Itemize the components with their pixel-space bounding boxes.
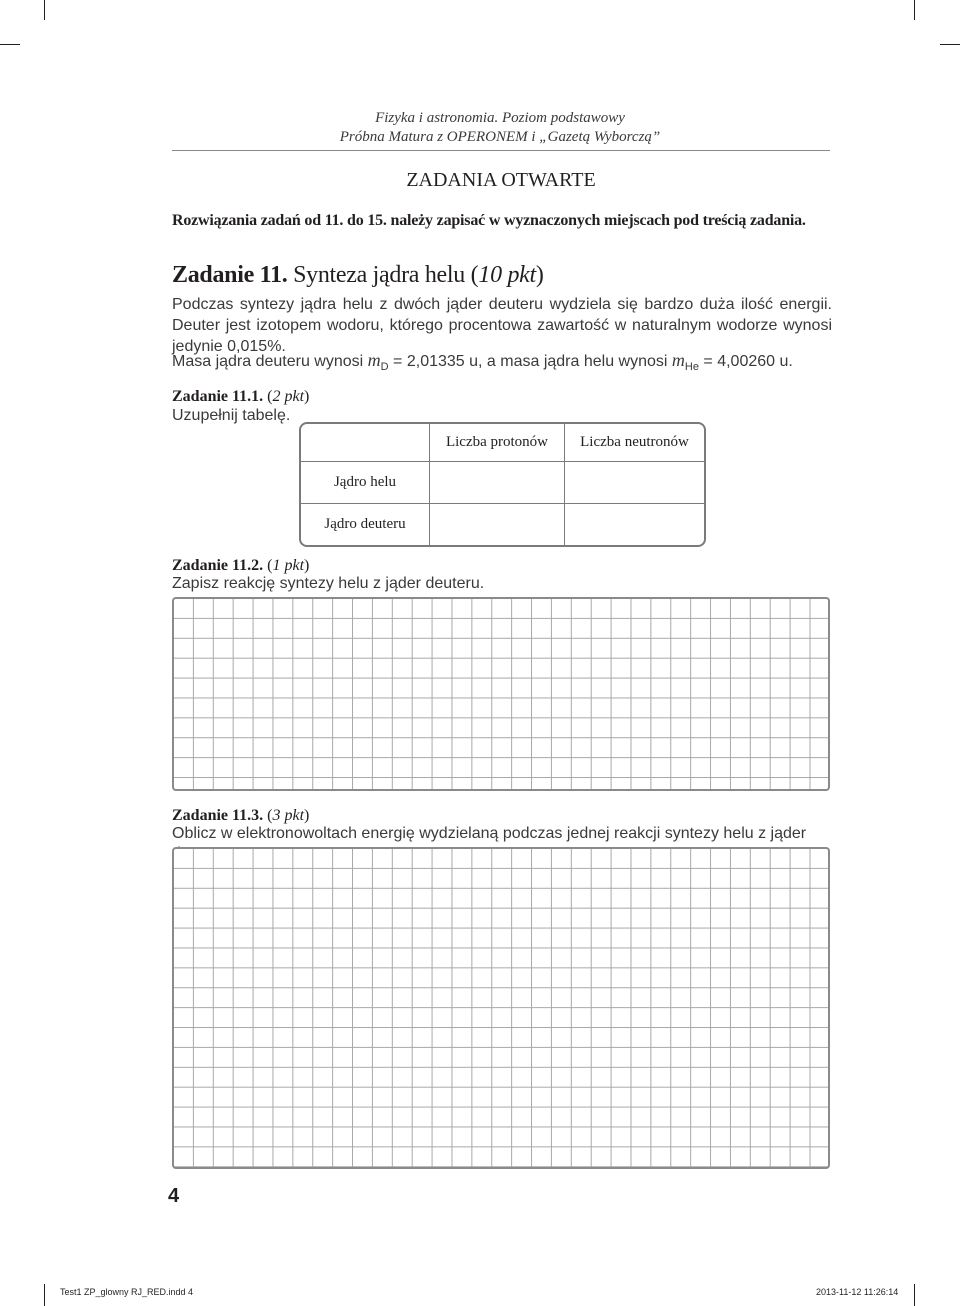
slug-date: 2013-11-12 11:26:14 [816,1287,899,1297]
subtask-11-2-points: 1 pkt [272,557,305,574]
mass-deuteron-sub: D [380,361,389,374]
row-label-helium: Jądro helu [301,462,430,504]
answer-grid-11-3[interactable] [172,847,830,1169]
table-header-empty [301,424,430,462]
cell-helium-neutrons[interactable] [565,462,704,504]
table-header-neutrons: Liczba neutronów [565,424,704,462]
running-header-line2: Próbna Matura z OPERONEM i „Gazetą Wyborczą” [339,129,661,145]
table-row [301,504,704,545]
answer-grid-11-2[interactable] [172,597,830,791]
crop-mark-bottom-left [44,1284,45,1306]
page-number: 4 [168,1185,180,1207]
task-title [172,262,544,289]
subtask-11-1-title [172,387,309,407]
masses-prefix: Masa jądra deuteru wynosi [172,353,368,370]
task-masses [172,350,832,378]
subtask-11-2-title [172,556,309,576]
cell-helium-protons[interactable] [430,462,565,504]
cell-deuteron-neutrons[interactable] [565,504,704,545]
crop-mark-top-left-h [0,44,20,45]
mass-helium-value: = 4,00260 u. [698,353,793,370]
subtask-11-2-label: Zadanie 11.2. [172,557,264,574]
slug-file: Test1 ZP_glowny RJ_RED.indd 4 [60,1287,194,1297]
task-points-open: ( [470,262,479,288]
mass-helium-sub: He [684,361,699,374]
cell-deuteron-protons[interactable] [430,504,565,545]
subtask-11-3-command: Oblicz w elektronowoltach energię wydzielaną podczas jednej reakcji syntezy helu z jąder [172,825,807,842]
subtask-11-1-label: Zadanie 11.1. [172,388,264,405]
table-header-row [301,424,704,462]
crop-mark-top-right [914,0,915,20]
row-label-deuteron: Jądro deuteru [301,504,430,545]
subtask-11-2-points-open: ( [267,557,273,574]
subtask-11-1-points-open: ( [267,388,273,405]
subtask-11-3-label: Zadanie 11.3. [172,807,264,824]
subtask-11-1-points-close: ) [304,388,310,405]
task-label: Zadanie 11. [172,262,288,288]
subtask-11-3-points: 3 pkt [272,807,305,824]
subtask-11-2-command: Zapisz reakcję syntezy helu z jąder deuteru. [172,575,485,592]
mass-deuteron-symbol: m [367,350,381,370]
section-title: ZADANIA OTWARTE [406,169,596,191]
subtask-11-3-title [172,806,309,826]
table-row [301,462,704,504]
crop-mark-bottom-right [914,1284,915,1306]
task-points-close: ) [535,262,544,288]
mass-deuteron-value: = 2,01335 u, a masa jądra helu wynosi [388,353,672,370]
task-points: 10 pkt [478,262,536,288]
crop-mark-top-left [44,0,45,20]
running-header-line1: Fizyka i astronomia. Poziom podstawowy [375,110,625,126]
subtask-11-1-command: Uzupełnij tabelę. [172,407,291,424]
subtask-11-3-points-open: ( [267,807,273,824]
header-rule [172,150,830,151]
answer-table [299,422,706,547]
section-instruction: Rozwiązania zadań od 11. do 15. należy zapisać w wyznaczonych miejscach pod treścią zadania. [172,212,806,229]
table-header-protons: Liczba protonów [430,424,565,462]
subtask-11-2-points-close: ) [304,557,310,574]
crop-mark-top-right-h [940,44,960,45]
subtask-11-1-points: 2 pkt [272,388,305,405]
mass-helium-symbol: m [671,350,685,370]
task-name: Synteza jądra helu [293,262,465,288]
task-intro: Podczas syntezy jądra helu z dwóch jąder deuteru wydziela się bardzo duża ilość energii. Deuter jest izotopem wodoru, którego procentowa zawartość w naturalnym wodorze wynosi jedynie 0,015%. [172,296,832,355]
subtask-11-3-points-close: ) [304,807,310,824]
